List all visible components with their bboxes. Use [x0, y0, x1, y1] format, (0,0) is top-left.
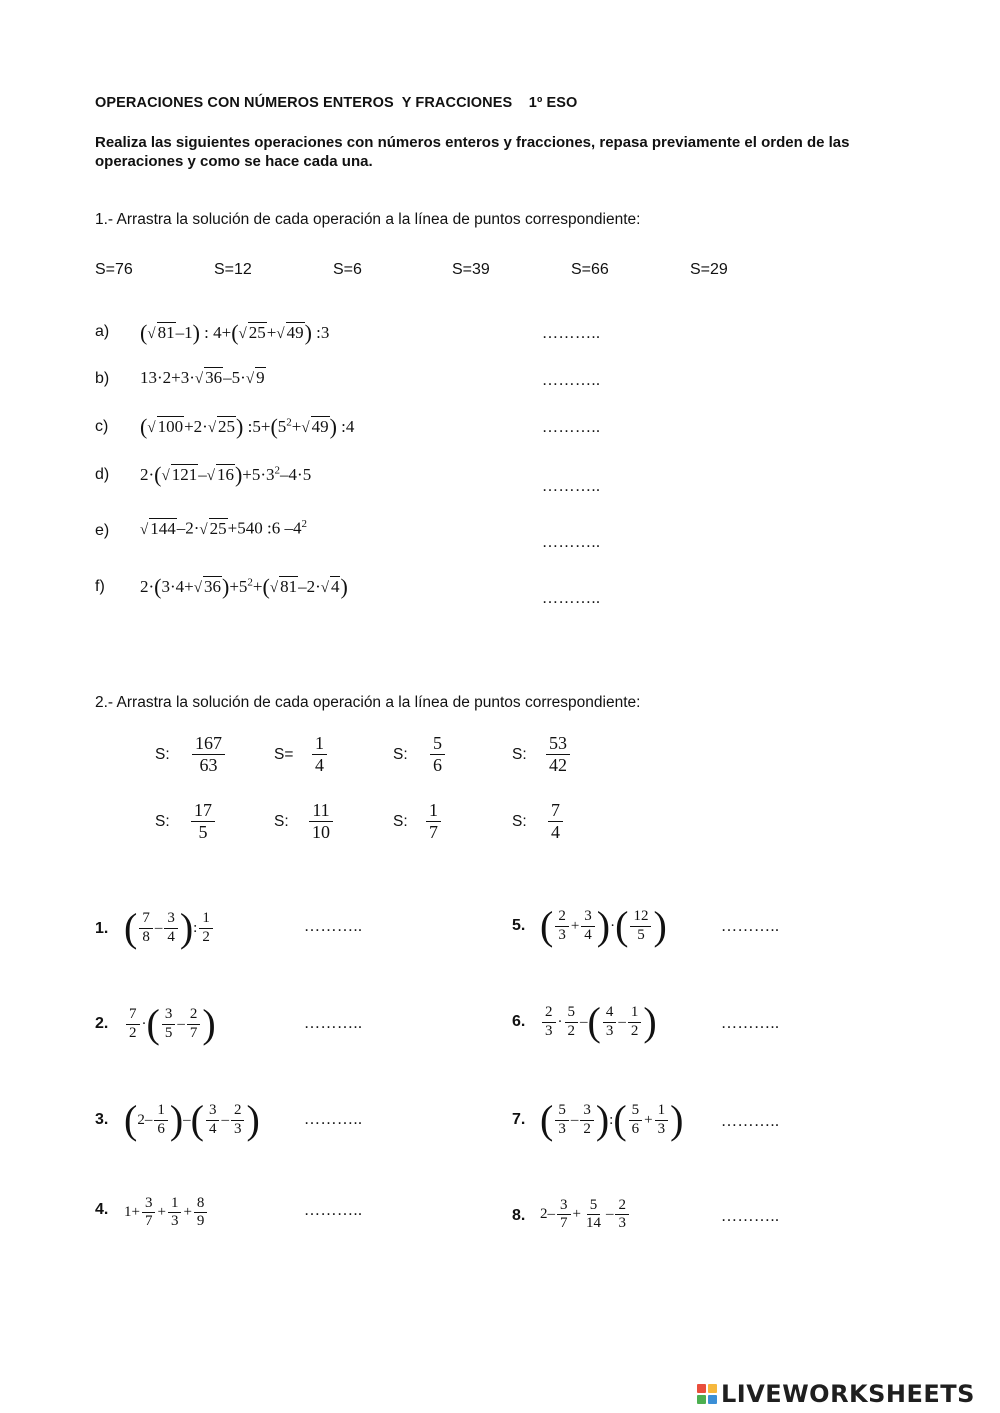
exercise-label: a): [95, 323, 110, 340]
answer-blank[interactable]: ………..: [304, 1015, 363, 1032]
math-expression: (√ 100+2·√ 25) $:5+(5^2+√$ 49) :4: [140, 414, 355, 439]
exercise-label: 2.: [95, 1015, 109, 1032]
answer-blank[interactable]: ………..: [721, 1015, 780, 1032]
section2-question: 2.- Arrastra la solución de cada operación a la línea de puntos correspondiente:: [95, 694, 641, 711]
solution-prefix: S=: [274, 746, 294, 763]
answer-blank[interactable]: ………..: [304, 918, 363, 935]
solution-chip[interactable]: S=12: [214, 261, 252, 278]
exercise-label: c): [95, 418, 109, 435]
exercise-label: 1.: [95, 920, 109, 937]
worksheet-title: OPERACIONES CON NÚMEROS ENTEROS Y FRACCIONES 1º ESO: [95, 95, 578, 111]
solution-fraction[interactable]: $\frac{5}{6}$: [428, 733, 447, 775]
solution-fraction[interactable]: $\frac{17}{5}$: [189, 800, 217, 842]
exercise-label: 6.: [512, 1013, 526, 1030]
exercise-label: 5.: [512, 917, 526, 934]
solution-chip[interactable]: S=29: [690, 261, 728, 278]
answer-blank[interactable]: ………..: [542, 534, 601, 551]
solution-fraction[interactable]: $\frac{7}{4}$: [546, 800, 565, 842]
solution-prefix: S:: [393, 813, 408, 830]
answer-blank[interactable]: ………..: [542, 419, 601, 436]
answer-blank[interactable]: ………..: [721, 1113, 780, 1130]
math-expression: 13·2+3·√ 36–5·√ 9: [140, 368, 265, 387]
math-expression: √ 144–2·√ 25+540 :6 $-4^2$: [140, 518, 307, 538]
math-expression: (√ 81–1) : 4+(√ 25+√ 49) :3: [140, 320, 330, 345]
logo-mark-icon: [697, 1384, 717, 1404]
answer-blank[interactable]: ………..: [542, 478, 601, 495]
solution-chip[interactable]: S=6: [333, 261, 362, 278]
solution-chip[interactable]: S=39: [452, 261, 490, 278]
answer-blank[interactable]: ………..: [542, 325, 601, 342]
exercise-label: d): [95, 466, 110, 483]
math-expression: 2·(√ 121–√ $16)+5\cdot 3^2-4\cdot 5$: [140, 462, 312, 487]
exercise-label: 7.: [512, 1111, 526, 1128]
solution-fraction[interactable]: $\frac{167}{63}$: [190, 733, 227, 775]
answer-blank[interactable]: ………..: [721, 918, 780, 935]
fraction-expression: ( $\frac{7}{8}$ – $\frac{3}{4}$ ) : $\frac{1}{2}$: [124, 908, 215, 948]
section1-question: 1.- Arrastra la solución de cada operación a la línea de puntos correspondiente:: [95, 211, 641, 228]
solution-chip[interactable]: S=76: [95, 261, 133, 278]
solution-prefix: S:: [155, 813, 170, 830]
exercise-label: f): [95, 578, 105, 595]
solution-fraction[interactable]: $\frac{11}{10}$: [307, 800, 335, 842]
solution-prefix: S:: [512, 746, 527, 763]
worksheet-intro: Realiza las siguientes operaciones con números enteros y fracciones, repasa previamente el orden de las operaciones y como se hace cada una.: [95, 134, 850, 170]
exercise-label: 3.: [95, 1111, 109, 1128]
exercise-label: e): [95, 522, 110, 539]
fraction-expression: 1+ $\frac{3}{7}$ + $\frac{1}{3}$ + $\frac{8}{9}$: [124, 1195, 209, 1231]
exercise-label: b): [95, 370, 110, 387]
solution-fraction[interactable]: $\frac{1}{7}$: [424, 800, 443, 842]
answer-blank[interactable]: ………..: [304, 1111, 363, 1128]
answer-blank[interactable]: ………..: [542, 590, 601, 607]
answer-blank[interactable]: ………..: [721, 1208, 780, 1225]
fraction-expression: ( $\frac{5}{3}$ – $\frac{3}{2}$ ) : ( $\frac{5}{6}$ + $\frac{1}{3}$ ): [540, 1097, 684, 1142]
fraction-expression: ( 2– $\frac{1}{6}$ ) – ( $\frac{3}{4}$ – $\frac{2}{3}$ ): [124, 1097, 260, 1142]
solution-chip[interactable]: S=66: [571, 261, 609, 278]
logo-text: LIVEWORKSHEETS: [721, 1380, 975, 1408]
fraction-expression: $\frac{7}{2}$ · ( $\frac{3}{5}$ – $\frac{2}{7}$ ): [124, 1004, 216, 1044]
solution-prefix: S:: [155, 746, 170, 763]
math-expression: 2·(3·4+√ $36)+5^2+(√$ 81–2·√ 4): [140, 574, 348, 599]
fraction-expression: ( $\frac{2}{3}$ + $\frac{3}{4}$ ) · ( $\frac{12}{5}$ ): [540, 903, 667, 948]
liveworksheets-logo: [697, 1380, 975, 1408]
fraction-expression: 2– $\frac{3}{7}$ + $\frac{5}{14}$ – $\frac{2}{3}$: [540, 1197, 631, 1233]
solution-fraction[interactable]: $\frac{1}{4}$: [310, 733, 329, 775]
solution-fraction[interactable]: $\frac{53}{42}$: [544, 733, 572, 775]
exercise-label: 8.: [512, 1207, 526, 1224]
answer-blank[interactable]: ………..: [542, 372, 601, 389]
solution-prefix: S:: [512, 813, 527, 830]
solution-prefix: S:: [393, 746, 408, 763]
exercise-label: 4.: [95, 1201, 109, 1218]
fraction-expression: $\frac{2}{3}$ · $\frac{5}{2}$ – ( $\frac{4}{3}$ – $\frac{1}{2}$ ): [540, 1002, 657, 1042]
answer-blank[interactable]: ………..: [304, 1202, 363, 1219]
solution-prefix: S:: [274, 813, 289, 830]
